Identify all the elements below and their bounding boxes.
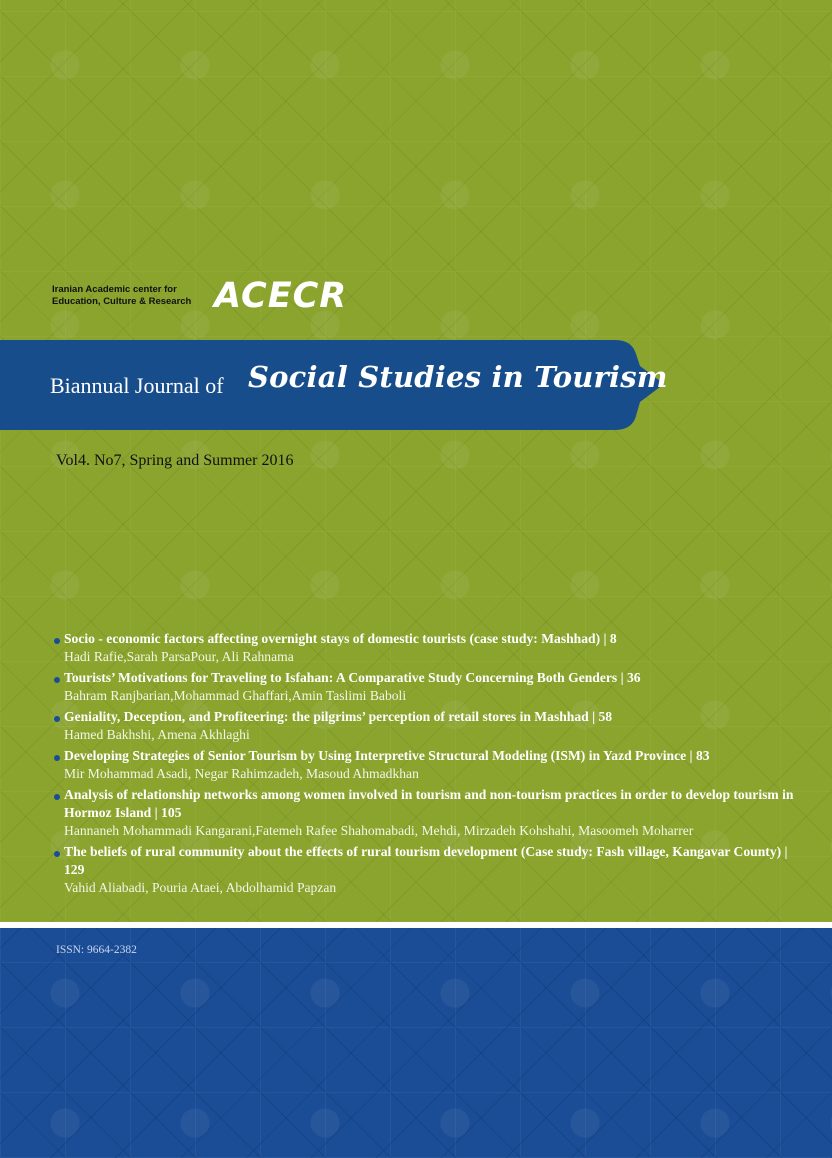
- bullet-icon: [54, 638, 60, 644]
- toc-item: [54, 708, 794, 743]
- cover-bottom-pattern: [0, 928, 832, 1158]
- article-authors: Mir Mohammad Asadi, Negar Rahimzadeh, Masoud Ahmadkhan: [64, 766, 419, 781]
- article-authors: Bahram Ranjbarian,Mohammad Ghaffari,Amin Taslimi Baboli: [64, 688, 407, 703]
- article-title: Geniality, Deception, and Profiteering: the pilgrims’ perception of retail stores in Mashhad | 58: [54, 708, 794, 726]
- article-title: Developing Strategies of Senior Tourism by Using Interpretive Structural Modeling (ISM) in Yazd Province | 83: [54, 747, 794, 765]
- title-banner: [0, 340, 668, 430]
- toc-item: [54, 630, 794, 665]
- bullet-icon: [54, 851, 60, 857]
- bullet-icon: [54, 677, 60, 683]
- article-title: Analysis of relationship networks among women involved in tourism and non-tourism practices in order to develop tourism in Hormoz Island | 105: [54, 786, 794, 822]
- article-authors: Vahid Aliabadi, Pouria Ataei, Abdolhamid Papzan: [64, 880, 337, 895]
- bullet-icon: [54, 794, 60, 800]
- acecr-logo: ACECR: [214, 276, 348, 316]
- bullet-icon: [54, 716, 60, 722]
- issue-info: Vol4. No7, Spring and Summer 2016: [56, 452, 294, 469]
- article-title: Tourists’ Motivations for Traveling to Isfahan: A Comparative Study Concerning Both Genders | 36: [54, 669, 794, 687]
- journal-prefix: Biannual Journal of: [50, 373, 224, 398]
- toc-item: [54, 786, 794, 839]
- article-title: The beliefs of rural community about the effects of rural tourism development (Case study: Fash village, Kangavar County) | 129: [54, 843, 794, 879]
- table-of-contents: [54, 630, 794, 900]
- article-title: Socio - economic factors affecting overnight stays of domestic tourists (case study: Mashhad) | 8: [54, 630, 794, 648]
- article-authors: Hadi Rafie,Sarah ParsaPour, Ali Rahnama: [64, 649, 294, 664]
- article-authors: Hannaneh Mohammadi Kangarani,Fatemeh Rafee Shahomabadi, Mehdi, Mirzadeh Kohshahi, Masoomeh Moharrer: [64, 823, 694, 838]
- bullet-icon: [54, 755, 60, 761]
- article-authors: Hamed Bakhshi, Amena Akhlaghi: [64, 727, 250, 742]
- issn: ISSN: 9664-2382: [56, 944, 137, 956]
- journal-title: Social Studies in Tourism: [248, 360, 668, 394]
- toc-item: [54, 669, 794, 704]
- toc-item: [54, 843, 794, 896]
- toc-item: [54, 747, 794, 782]
- publisher-name: Iranian Academic center for Education, Culture & Research: [52, 284, 192, 307]
